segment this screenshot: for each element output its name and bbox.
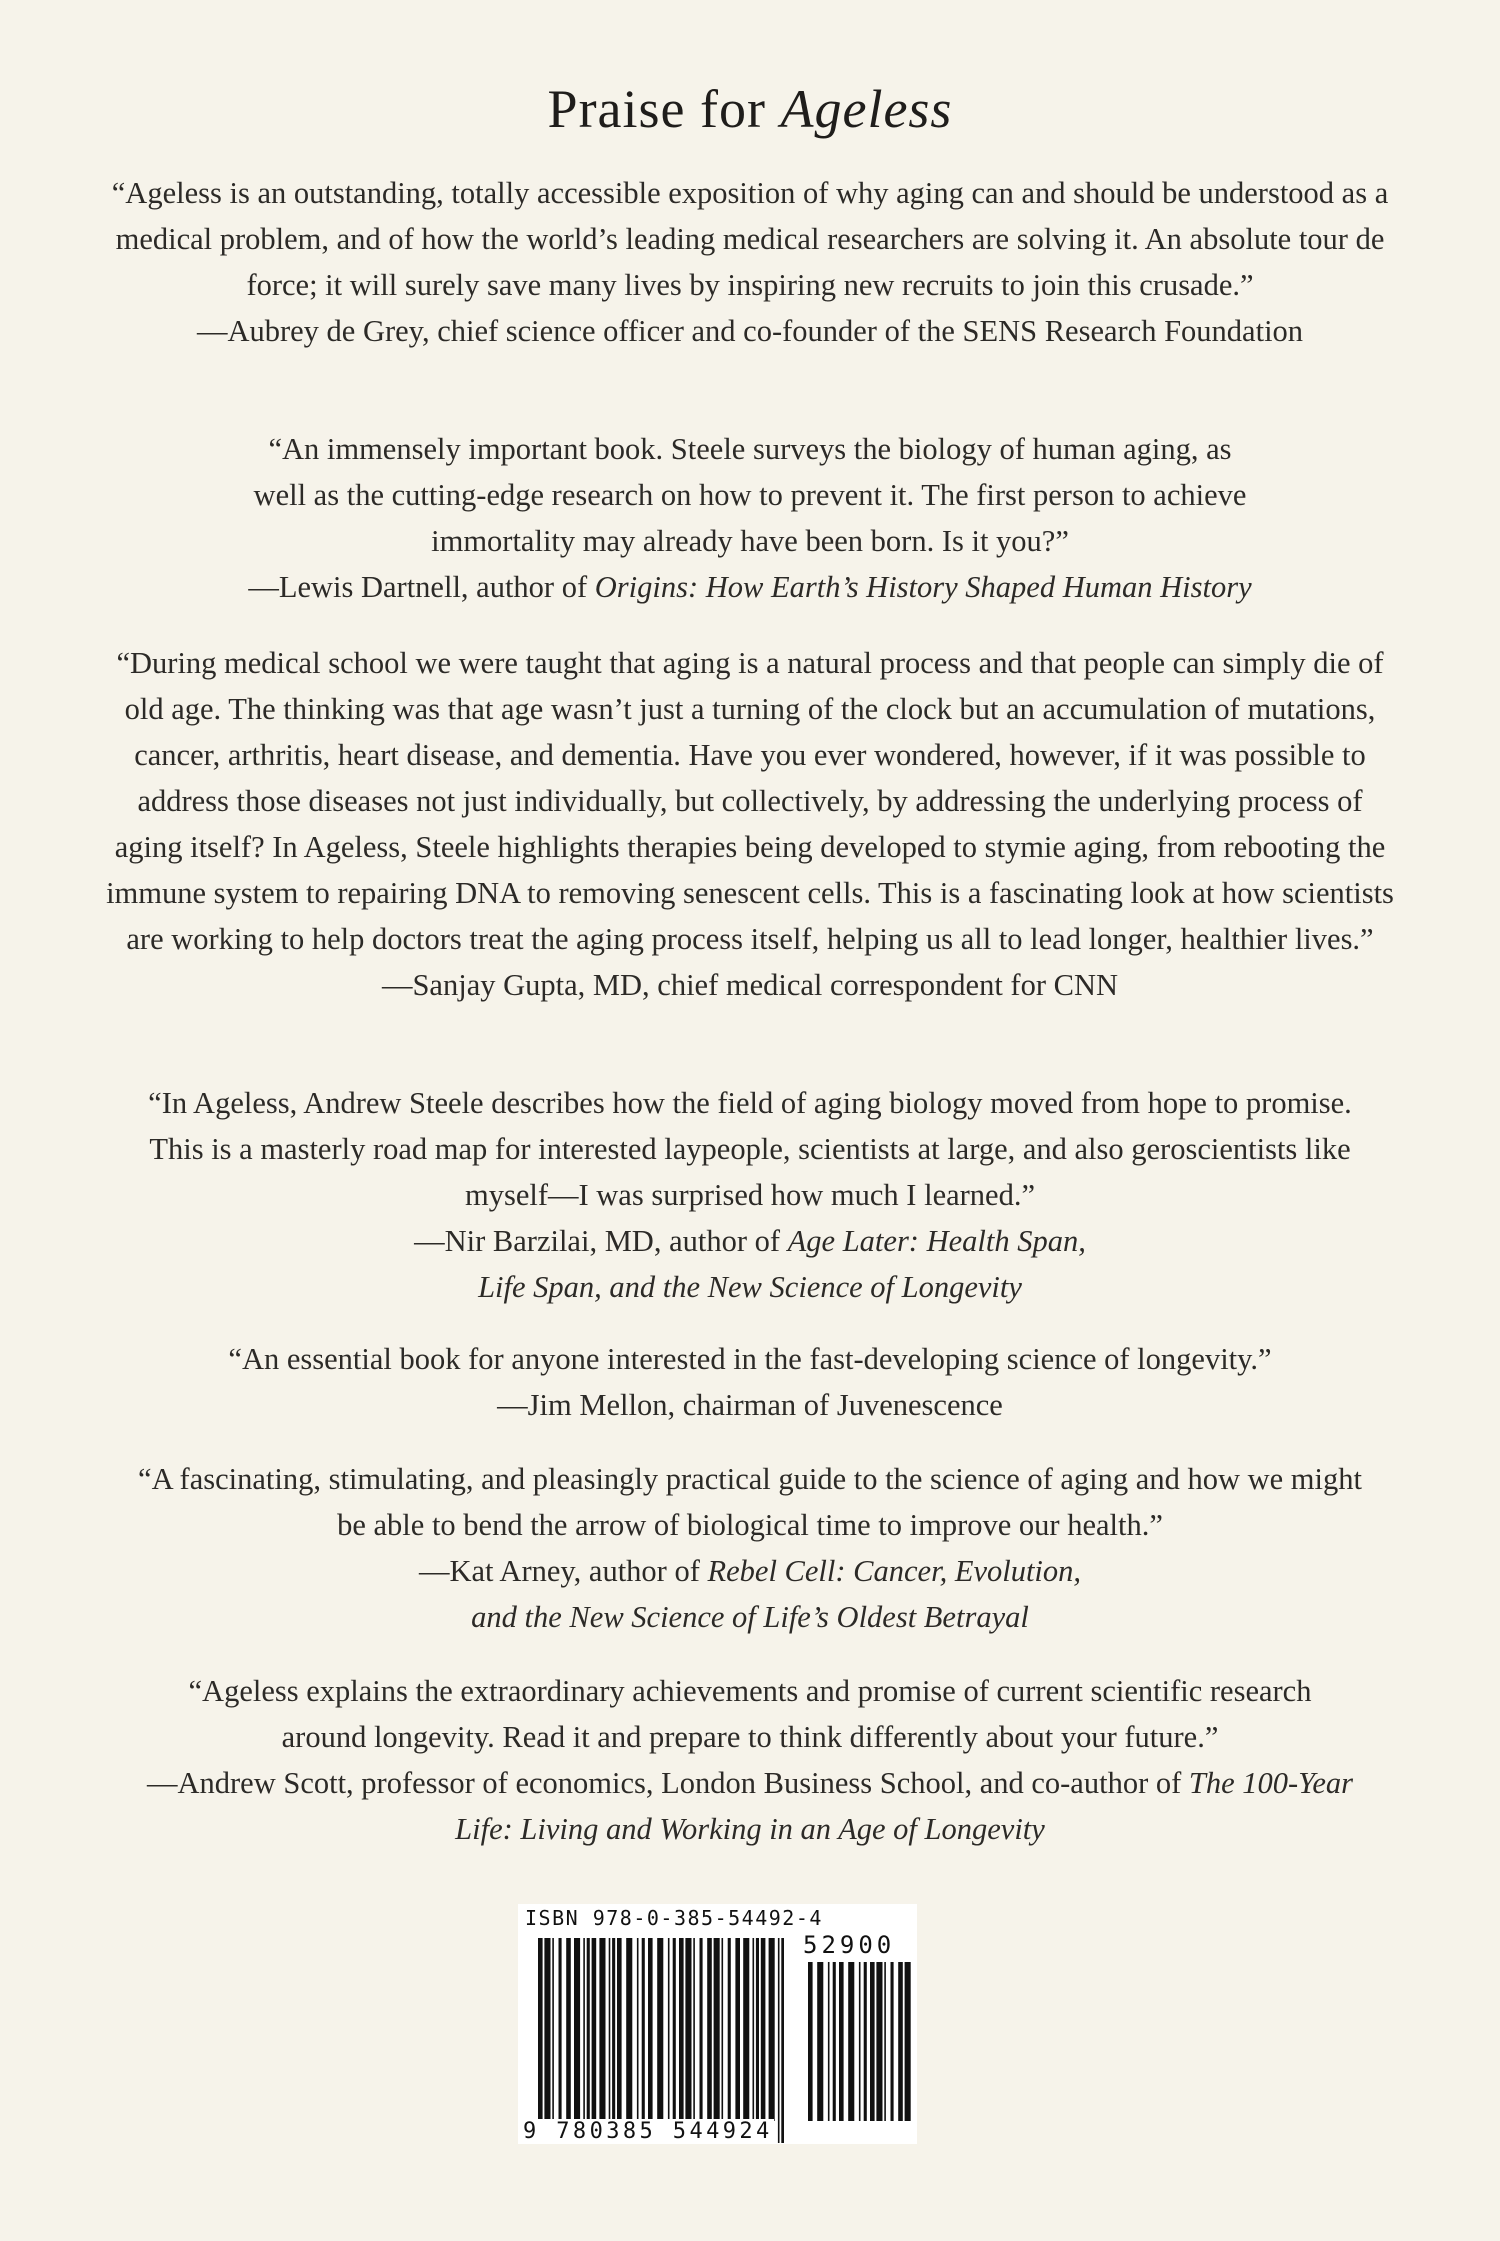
barcode-bar bbox=[905, 1962, 911, 2121]
barcode-bar bbox=[743, 1938, 749, 2121]
barcode-bar bbox=[756, 1938, 759, 2121]
barcode-bar bbox=[657, 1938, 663, 2121]
barcode-bar bbox=[626, 1938, 632, 2121]
barcode-bar bbox=[735, 1938, 740, 2121]
price-code: 52900 bbox=[803, 1931, 896, 1959]
barcode-bar bbox=[817, 1962, 823, 2121]
blurb-attribution: —Aubrey de Grey, chief science officer and co-founder of the SENS Research Foundation bbox=[196, 314, 1304, 348]
barcode-bar bbox=[583, 1938, 585, 2121]
barcode-bar bbox=[685, 1938, 691, 2121]
barcode-bar bbox=[898, 1962, 903, 2121]
barcode-bar bbox=[781, 1938, 784, 2143]
barcode-bar bbox=[859, 1962, 861, 2121]
barcode-bar bbox=[778, 1938, 780, 2143]
barcode-bar bbox=[544, 1938, 550, 2143]
price-barcode bbox=[808, 1962, 913, 2143]
barcode-bar bbox=[566, 1938, 571, 2121]
blurb-attribution: —Nir Barzilai, MD, author of Age Later: Health Span, Life Span, and the New Science of Longevity bbox=[414, 1224, 1086, 1304]
blurb-gupta bbox=[100, 640, 1400, 1008]
barcode-bar bbox=[808, 1962, 813, 2121]
book-title: Ageless bbox=[780, 79, 953, 139]
blurb-arney bbox=[100, 1456, 1400, 1640]
blurb-scott bbox=[100, 1668, 1400, 1852]
blurb-attribution: —Lewis Dartnell, author of Origins: How Earth’s History Shaped Human History bbox=[248, 570, 1252, 604]
barcode-bar bbox=[891, 1962, 894, 2121]
barcode-bar bbox=[848, 1962, 854, 2121]
barcode-bar bbox=[693, 1938, 695, 2121]
blurb-quote: “A fascinating, stimulating, and pleasingly practical guide to the science of aging and how we might be able to bend the arrow of biological time to improve our health.” bbox=[138, 1462, 1362, 1542]
barcode-bar bbox=[637, 1938, 639, 2143]
barcode-bar bbox=[700, 1938, 703, 2121]
blurb-quote: “An immensely important book. Steele surveys the biology of human aging, as well as the cutting-edge research on how to prevent it. The first person to achieve immortality may already have been born. Is it you?” bbox=[253, 432, 1247, 558]
barcode-bar bbox=[668, 1938, 670, 2121]
barcode-bar bbox=[559, 1938, 562, 2121]
blurb-quote: “Ageless explains the extraordinary achievements and promise of current scientific research around longevity. Read it and prepare to think differently about your future.” bbox=[188, 1674, 1312, 1754]
blurb-attribution: —Sanjay Gupta, MD, chief medical correspondent for CNN bbox=[381, 968, 1119, 1002]
blurb-attribution: —Kat Arney, author of Rebel Cell: Cancer, Evolution, and the New Science of Life’s Oldest Betrayal bbox=[418, 1554, 1082, 1634]
barcode-bar bbox=[574, 1938, 580, 2121]
barcode-bar bbox=[884, 1962, 886, 2121]
barcode-bar bbox=[617, 1938, 622, 2121]
barcode-bar bbox=[609, 1938, 611, 2121]
blurb-de-grey bbox=[100, 170, 1400, 354]
ean-digits: 9 780385 544924 bbox=[523, 2119, 773, 2144]
barcode-bar bbox=[870, 1962, 875, 2121]
barcode-bar bbox=[538, 1938, 543, 2143]
blurb-quote: “An essential book for anyone interested in the fast-developing science of longevity.” bbox=[228, 1342, 1272, 1376]
barcode-bar bbox=[833, 1962, 836, 2121]
barcode-bar bbox=[673, 1938, 676, 2121]
barcode-bar bbox=[679, 1938, 684, 2121]
barcode-bar bbox=[714, 1938, 720, 2121]
barcode-bar bbox=[828, 1962, 830, 2121]
blurb-quote: “Ageless is an outstanding, totally accessible exposition of why aging can and should be understood as a medical problem, and of how the world’s leading medical researchers are solving it. An absolute tour de force; it will surely save many lives by inspiring new recruits to join this crusade.” bbox=[111, 176, 1389, 302]
barcode-bar bbox=[599, 1938, 605, 2121]
barcode-bar bbox=[722, 1938, 724, 2121]
barcode-bar bbox=[769, 1938, 775, 2121]
title-prefix: Praise for bbox=[547, 79, 781, 139]
barcode-bar bbox=[864, 1962, 867, 2121]
blurb-dartnell bbox=[100, 426, 1400, 610]
blurb-attribution: —Andrew Scott, professor of economics, London Business School, and co-author of The 100-Year Life: Living and Working in an Age of Longevity bbox=[146, 1766, 1353, 1846]
barcode-bar bbox=[753, 1938, 755, 2121]
barcode-bar bbox=[839, 1962, 844, 2121]
blurb-mellon bbox=[100, 1336, 1400, 1428]
barcode-bar bbox=[552, 1938, 554, 2121]
barcode-bar bbox=[707, 1938, 712, 2121]
barcode-bar bbox=[592, 1938, 597, 2121]
blurb-quote: “During medical school we were taught that aging is a natural process and that people can simply die of old age. The thinking was that age wasn’t just a turning of the clock but an accumulation of mutations, cancer, arthritis, heart disease, and dementia. Have you ever wondered, however, if it was possible to address those diseases not just individually, but collectively, by addressing the underlying process of aging itself? In Ageless, Steele highlights therapies being developed to stymie aging, from rebooting the immune system to repairing DNA to removing senescent cells. This is a fascinating look at how scientists are working to help doctors treat the aging process itself, helping us all to lead longer, healthier lives.” bbox=[106, 646, 1394, 956]
barcode-bar bbox=[728, 1938, 731, 2121]
blurb-barzilai bbox=[100, 1080, 1400, 1310]
barcode-bar bbox=[761, 1938, 766, 2121]
blurb-attribution: —Jim Mellon, chairman of Juvenescence bbox=[497, 1388, 1003, 1422]
blurb-quote: “In Ageless, Andrew Steele describes how the field of aging biology moved from hope to promise. This is a masterly road map for interested laypeople, scientists at large, and also geroscientists like myself—I was surprised how much I learned.” bbox=[148, 1086, 1352, 1212]
barcode-bar bbox=[587, 1938, 590, 2121]
barcode-bar bbox=[642, 1938, 645, 2143]
barcode-bar bbox=[648, 1938, 653, 2121]
page-title bbox=[0, 78, 1500, 140]
barcode-bar bbox=[876, 1962, 882, 2121]
ean-barcode bbox=[538, 1938, 784, 2143]
barcode-bar bbox=[612, 1938, 615, 2121]
isbn-label: ISBN 978-0-385-54492-4 bbox=[525, 1906, 823, 1930]
